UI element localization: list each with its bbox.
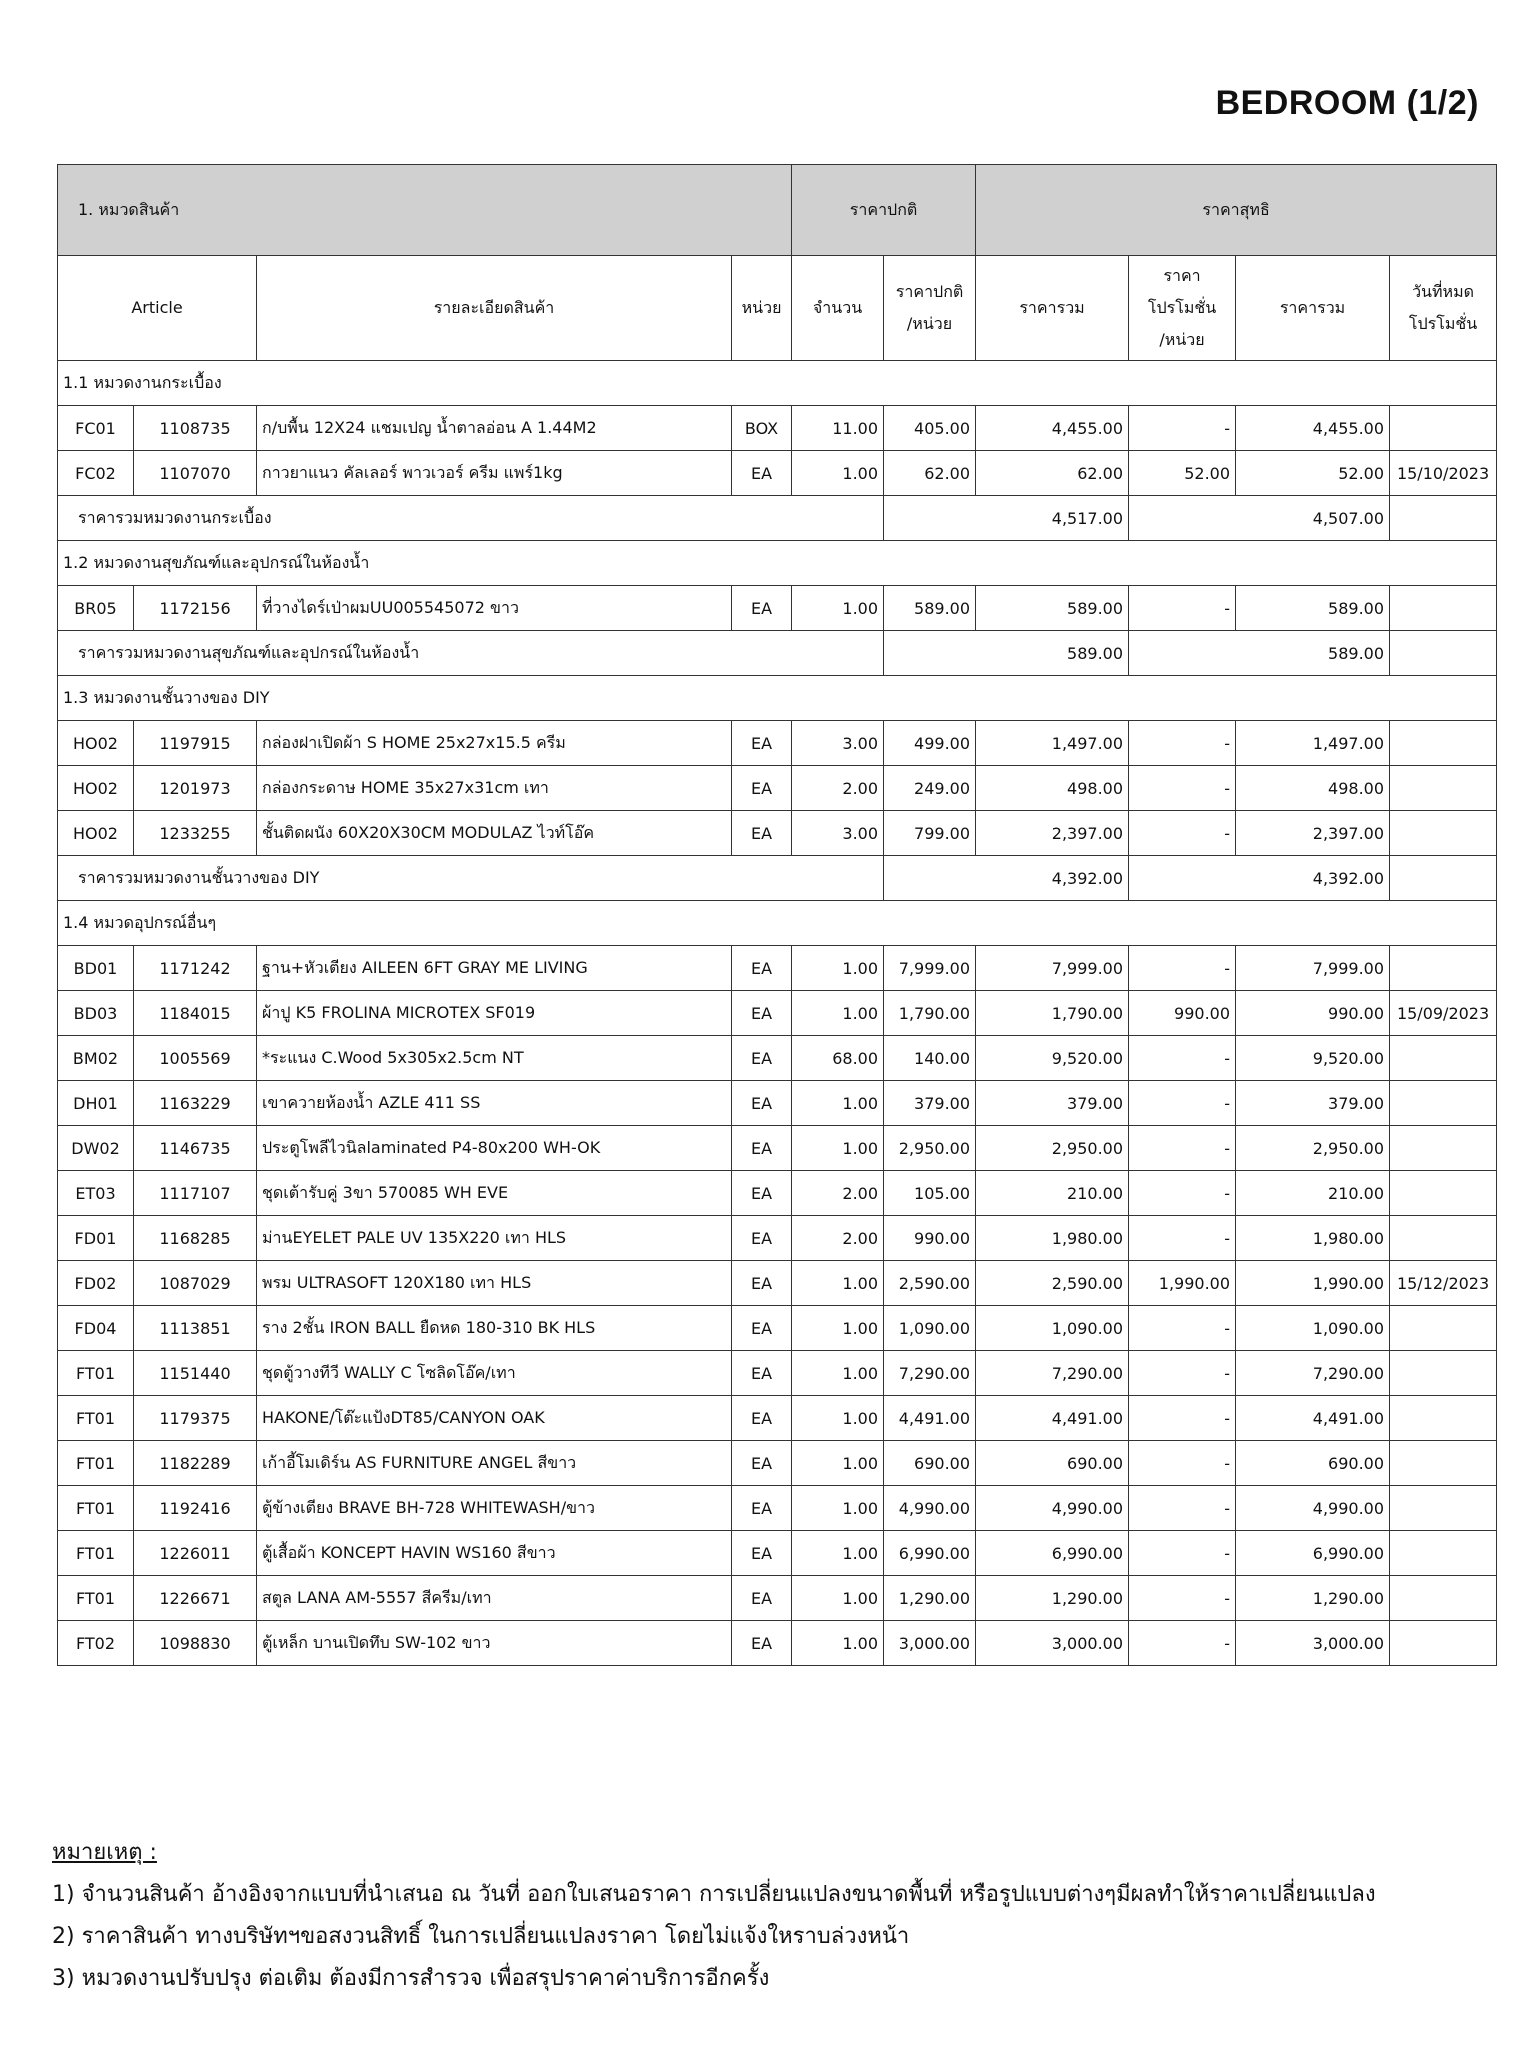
col-unit: หน่วย	[732, 256, 792, 361]
item-quantity: 1.00	[792, 1261, 884, 1306]
article-number: 1151440	[134, 1351, 257, 1396]
item-description: ฐาน+หัวเตียง AILEEN 6FT GRAY ME LIVING	[257, 946, 732, 991]
item-unit-price: 3,000.00	[884, 1621, 976, 1666]
table-row	[58, 946, 1497, 991]
table-row	[58, 451, 1497, 496]
article-number: 1192416	[134, 1486, 257, 1531]
item-net-total: 1,990.00	[1236, 1261, 1390, 1306]
item-promo-price: -	[1129, 1216, 1236, 1261]
table-row	[58, 1621, 1497, 1666]
section-title: 1.1 หมวดงานกระเบื้อง	[58, 361, 1497, 406]
item-unit: EA	[732, 1036, 792, 1081]
item-net-total: 210.00	[1236, 1171, 1390, 1216]
item-quantity: 2.00	[792, 766, 884, 811]
item-code: FC01	[58, 406, 134, 451]
item-quantity: 68.00	[792, 1036, 884, 1081]
item-promo-end-date: 15/09/2023	[1390, 991, 1497, 1036]
item-code: BM02	[58, 1036, 134, 1081]
item-unit-price: 2,950.00	[884, 1126, 976, 1171]
subtotal-normal: 589.00	[884, 631, 1129, 676]
item-code: FT01	[58, 1531, 134, 1576]
item-unit: EA	[732, 1396, 792, 1441]
subtotal-empty	[1390, 631, 1497, 676]
col-promo-price: ราคา โปรโมชั่น /หน่วย	[1129, 256, 1236, 361]
header-group-row	[58, 165, 1497, 256]
item-unit: EA	[732, 766, 792, 811]
subtotal-row	[58, 631, 1497, 676]
article-number: 1098830	[134, 1621, 257, 1666]
item-code: FT01	[58, 1441, 134, 1486]
item-unit-price: 4,990.00	[884, 1486, 976, 1531]
item-quantity: 1.00	[792, 1576, 884, 1621]
item-description: ม่านEYELET PALE UV 135X220 เทา HLS	[257, 1216, 732, 1261]
col-promo-end: วันที่หมด โปรโมชั่น	[1390, 256, 1497, 361]
item-unit: EA	[732, 1171, 792, 1216]
item-code: FT02	[58, 1621, 134, 1666]
item-quantity: 1.00	[792, 1126, 884, 1171]
item-total: 4,491.00	[976, 1396, 1129, 1441]
note-item: 3) หมวดงานปรับปรุง ต่อเติม ต้องมีการสำรวจ เพื่อสรุปราคาค่าบริการอีกครั้ง	[52, 1966, 770, 1991]
table-row	[58, 1036, 1497, 1081]
item-total: 2,590.00	[976, 1261, 1129, 1306]
item-promo-end-date	[1390, 1486, 1497, 1531]
item-unit-price: 7,290.00	[884, 1351, 976, 1396]
quotation-body	[58, 361, 1497, 1666]
article-number: 1113851	[134, 1306, 257, 1351]
item-unit-price: 6,990.00	[884, 1531, 976, 1576]
table-row	[58, 586, 1497, 631]
item-promo-price: -	[1129, 1621, 1236, 1666]
item-total: 62.00	[976, 451, 1129, 496]
item-code: BD01	[58, 946, 134, 991]
item-code: HO02	[58, 811, 134, 856]
item-description: ชุดเต้ารับคู่ 3ขา 570085 WH EVE	[257, 1171, 732, 1216]
item-unit-price: 249.00	[884, 766, 976, 811]
table-row	[58, 1351, 1497, 1396]
item-promo-end-date	[1390, 1306, 1497, 1351]
item-promo-price: -	[1129, 1306, 1236, 1351]
item-total: 1,290.00	[976, 1576, 1129, 1621]
section-title: 1.3 หมวดงานชั้นวางของ DIY	[58, 676, 1497, 721]
column-header-row	[58, 256, 1497, 361]
item-promo-end-date	[1390, 406, 1497, 451]
item-description: สตูล LANA AM-5557 สีครีม/เทา	[257, 1576, 732, 1621]
item-promo-end-date	[1390, 1531, 1497, 1576]
item-unit: EA	[732, 1441, 792, 1486]
item-quantity: 11.00	[792, 406, 884, 451]
item-net-total: 990.00	[1236, 991, 1390, 1036]
item-net-total: 690.00	[1236, 1441, 1390, 1486]
item-total: 1,090.00	[976, 1306, 1129, 1351]
item-net-total: 7,290.00	[1236, 1351, 1390, 1396]
table-row	[58, 1306, 1497, 1351]
article-number: 1146735	[134, 1126, 257, 1171]
item-total: 1,980.00	[976, 1216, 1129, 1261]
table-row	[58, 991, 1497, 1036]
item-promo-end-date	[1390, 1126, 1497, 1171]
item-promo-end-date	[1390, 811, 1497, 856]
article-number: 1197915	[134, 721, 257, 766]
item-promo-price: -	[1129, 1486, 1236, 1531]
note-item: 2) ราคาสินค้า ทางบริษัทฯขอสงวนสิทธิ์ ในการเปลี่ยนแปลงราคา โดยไม่แจ้งใหราบล่วงหน้า	[52, 1924, 910, 1949]
item-unit-price: 1,290.00	[884, 1576, 976, 1621]
table-row	[58, 1171, 1497, 1216]
item-unit-price: 690.00	[884, 1441, 976, 1486]
article-number: 1171242	[134, 946, 257, 991]
article-number: 1087029	[134, 1261, 257, 1306]
item-quantity: 1.00	[792, 1441, 884, 1486]
item-promo-price: -	[1129, 811, 1236, 856]
subtotal-net: 4,392.00	[1129, 856, 1390, 901]
item-description: ก/บพื้น 12X24 แชมเปญ น้ำตาลอ่อน A 1.44M2	[257, 406, 732, 451]
item-promo-end-date: 15/10/2023	[1390, 451, 1497, 496]
article-number: 1182289	[134, 1441, 257, 1486]
col-article: Article	[58, 256, 257, 361]
item-code: FD04	[58, 1306, 134, 1351]
item-description: เก้าอี้โมเดิร์น AS FURNITURE ANGEL สีขาว	[257, 1441, 732, 1486]
item-quantity: 1.00	[792, 946, 884, 991]
item-unit: EA	[732, 1126, 792, 1171]
item-code: HO02	[58, 766, 134, 811]
subtotal-label: ราคารวมหมวดงานสุขภัณฑ์และอุปกรณ์ในห้องน้ำ	[58, 631, 884, 676]
item-description: ประตูโพลีไวนิลlaminated P4-80x200 WH-OK	[257, 1126, 732, 1171]
item-promo-end-date	[1390, 1081, 1497, 1126]
table-row	[58, 1441, 1497, 1486]
table-row	[58, 1216, 1497, 1261]
col-qty: จำนวน	[792, 256, 884, 361]
subtotal-empty	[1390, 856, 1497, 901]
item-code: FT01	[58, 1576, 134, 1621]
item-unit: EA	[732, 811, 792, 856]
item-description: ผ้าปู K5 FROLINA MICROTEX SF019	[257, 991, 732, 1036]
item-promo-price: -	[1129, 1036, 1236, 1081]
item-net-total: 1,090.00	[1236, 1306, 1390, 1351]
article-number: 1108735	[134, 406, 257, 451]
table-row	[58, 766, 1497, 811]
item-description: ชั้นติดผนัง 60X20X30CM MODULAZ ไวท์โอ๊ค	[257, 811, 732, 856]
item-promo-price: -	[1129, 1081, 1236, 1126]
item-description: ราง 2ชั้น IRON BALL ยืดหด 180-310 BK HLS	[257, 1306, 732, 1351]
item-unit: EA	[732, 1216, 792, 1261]
item-description: ชุดตู้วางทีวี WALLY C โซลิดโอ๊ค/เทา	[257, 1351, 732, 1396]
item-unit: EA	[732, 1621, 792, 1666]
item-total: 1,497.00	[976, 721, 1129, 766]
item-unit: EA	[732, 1531, 792, 1576]
item-description: HAKONE/โต๊ะแป้งDT85/CANYON OAK	[257, 1396, 732, 1441]
item-promo-price: -	[1129, 586, 1236, 631]
item-promo-end-date	[1390, 1351, 1497, 1396]
item-quantity: 1.00	[792, 991, 884, 1036]
item-promo-end-date	[1390, 721, 1497, 766]
item-net-total: 1,290.00	[1236, 1576, 1390, 1621]
item-net-total: 7,999.00	[1236, 946, 1390, 991]
item-description: กล่องฝาเปิดผ้า S HOME 25x27x15.5 ครีม	[257, 721, 732, 766]
item-unit: EA	[732, 1486, 792, 1531]
item-unit-price: 140.00	[884, 1036, 976, 1081]
item-description: กล่องกระดาษ HOME 35x27x31cm เทา	[257, 766, 732, 811]
item-unit: EA	[732, 946, 792, 991]
item-promo-price: -	[1129, 1126, 1236, 1171]
item-code: HO02	[58, 721, 134, 766]
item-net-total: 4,990.00	[1236, 1486, 1390, 1531]
article-number: 1163229	[134, 1081, 257, 1126]
notes-title: หมายเหตุ :	[52, 1840, 157, 1865]
item-total: 210.00	[976, 1171, 1129, 1216]
item-code: FD01	[58, 1216, 134, 1261]
item-code: BD03	[58, 991, 134, 1036]
item-unit-price: 105.00	[884, 1171, 976, 1216]
item-unit-price: 1,790.00	[884, 991, 976, 1036]
item-description: ตู้เหล็ก บานเปิดทึบ SW-102 ขาว	[257, 1621, 732, 1666]
item-promo-end-date	[1390, 586, 1497, 631]
item-description: ตู้เสื้อผ้า KONCEPT HAVIN WS160 สีขาว	[257, 1531, 732, 1576]
item-unit: EA	[732, 1306, 792, 1351]
item-net-total: 1,497.00	[1236, 721, 1390, 766]
item-promo-end-date	[1390, 946, 1497, 991]
item-net-total: 4,491.00	[1236, 1396, 1390, 1441]
item-promo-end-date: 15/12/2023	[1390, 1261, 1497, 1306]
table-row	[58, 1576, 1497, 1621]
item-description: *ระแนง C.Wood 5x305x2.5cm NT	[257, 1036, 732, 1081]
item-quantity: 3.00	[792, 721, 884, 766]
table-row	[58, 811, 1497, 856]
item-promo-end-date	[1390, 1441, 1497, 1486]
item-promo-price: -	[1129, 766, 1236, 811]
subtotal-normal: 4,392.00	[884, 856, 1129, 901]
item-code: DH01	[58, 1081, 134, 1126]
section-title-row	[58, 901, 1497, 946]
item-description: กาวยาแนว คัลเลอร์ พาวเวอร์ ครีม แพร์1kg	[257, 451, 732, 496]
item-code: FC02	[58, 451, 134, 496]
article-number: 1201973	[134, 766, 257, 811]
table-row	[58, 1081, 1497, 1126]
item-total: 589.00	[976, 586, 1129, 631]
item-unit-price: 7,999.00	[884, 946, 976, 991]
item-unit-price: 990.00	[884, 1216, 976, 1261]
item-total: 7,290.00	[976, 1351, 1129, 1396]
article-number: 1117107	[134, 1171, 257, 1216]
item-quantity: 2.00	[792, 1216, 884, 1261]
item-promo-end-date	[1390, 1216, 1497, 1261]
item-net-total: 498.00	[1236, 766, 1390, 811]
subtotal-label: ราคารวมหมวดงานชั้นวางของ DIY	[58, 856, 884, 901]
item-net-total: 1,980.00	[1236, 1216, 1390, 1261]
article-number: 1226011	[134, 1531, 257, 1576]
item-promo-price: -	[1129, 406, 1236, 451]
item-quantity: 1.00	[792, 1486, 884, 1531]
subtotal-label: ราคารวมหมวดงานกระเบื้อง	[58, 496, 884, 541]
table-row	[58, 1486, 1497, 1531]
item-quantity: 2.00	[792, 1171, 884, 1216]
item-net-total: 9,520.00	[1236, 1036, 1390, 1081]
article-number: 1184015	[134, 991, 257, 1036]
item-total: 3,000.00	[976, 1621, 1129, 1666]
table-row	[58, 1396, 1497, 1441]
item-net-total: 52.00	[1236, 451, 1390, 496]
item-quantity: 1.00	[792, 1621, 884, 1666]
section-title-row	[58, 361, 1497, 406]
item-unit-price: 4,491.00	[884, 1396, 976, 1441]
item-quantity: 1.00	[792, 451, 884, 496]
net-price-group-header: ราคาสุทธิ	[976, 165, 1497, 256]
item-total: 2,397.00	[976, 811, 1129, 856]
item-total: 4,455.00	[976, 406, 1129, 451]
item-total: 498.00	[976, 766, 1129, 811]
item-promo-price: 990.00	[1129, 991, 1236, 1036]
item-promo-end-date	[1390, 1576, 1497, 1621]
item-net-total: 6,990.00	[1236, 1531, 1390, 1576]
item-net-total: 2,950.00	[1236, 1126, 1390, 1171]
table-row	[58, 1531, 1497, 1576]
article-number: 1179375	[134, 1396, 257, 1441]
item-total: 7,999.00	[976, 946, 1129, 991]
item-code: FT01	[58, 1396, 134, 1441]
item-promo-end-date	[1390, 1621, 1497, 1666]
item-unit-price: 379.00	[884, 1081, 976, 1126]
article-number: 1172156	[134, 586, 257, 631]
article-number: 1168285	[134, 1216, 257, 1261]
item-quantity: 1.00	[792, 1306, 884, 1351]
item-code: DW02	[58, 1126, 134, 1171]
section-title: 1.2 หมวดงานสุขภัณฑ์และอุปกรณ์ในห้องน้ำ	[58, 541, 1497, 586]
item-promo-end-date	[1390, 1396, 1497, 1441]
col-total: ราคารวม	[976, 256, 1129, 361]
subtotal-row	[58, 496, 1497, 541]
item-promo-price: -	[1129, 1441, 1236, 1486]
subtotal-row	[58, 856, 1497, 901]
article-number: 1107070	[134, 451, 257, 496]
section-title: 1.4 หมวดอุปกรณ์อื่นๆ	[58, 901, 1497, 946]
item-unit: BOX	[732, 406, 792, 451]
item-promo-price: -	[1129, 1396, 1236, 1441]
item-total: 2,950.00	[976, 1126, 1129, 1171]
item-description: พรม ULTRASOFT 120X180 เทา HLS	[257, 1261, 732, 1306]
notes	[52, 1832, 1492, 2000]
col-price-unit: ราคาปกติ /หน่วย	[884, 256, 976, 361]
item-description: ที่วางไดร์เป่าผมUU005545072 ขาว	[257, 586, 732, 631]
item-promo-price: -	[1129, 721, 1236, 766]
item-promo-price: 1,990.00	[1129, 1261, 1236, 1306]
item-promo-price: -	[1129, 1171, 1236, 1216]
item-unit-price: 499.00	[884, 721, 976, 766]
item-quantity: 1.00	[792, 1081, 884, 1126]
item-code: ET03	[58, 1171, 134, 1216]
item-description: เขาควายห้องน้ำ AZLE 411 SS	[257, 1081, 732, 1126]
item-promo-price: -	[1129, 1576, 1236, 1621]
item-quantity: 1.00	[792, 1531, 884, 1576]
item-unit: EA	[732, 991, 792, 1036]
item-quantity: 1.00	[792, 1396, 884, 1441]
item-unit-price: 62.00	[884, 451, 976, 496]
item-quantity: 1.00	[792, 586, 884, 631]
item-promo-price: -	[1129, 1531, 1236, 1576]
subtotal-empty	[1390, 496, 1497, 541]
item-total: 690.00	[976, 1441, 1129, 1486]
item-unit-price: 1,090.00	[884, 1306, 976, 1351]
item-promo-end-date	[1390, 1171, 1497, 1216]
item-promo-price: -	[1129, 946, 1236, 991]
item-quantity: 3.00	[792, 811, 884, 856]
item-total: 9,520.00	[976, 1036, 1129, 1081]
item-promo-price: 52.00	[1129, 451, 1236, 496]
table-row	[58, 721, 1497, 766]
item-quantity: 1.00	[792, 1351, 884, 1396]
article-number: 1233255	[134, 811, 257, 856]
item-total: 379.00	[976, 1081, 1129, 1126]
table-row	[58, 1126, 1497, 1171]
item-net-total: 589.00	[1236, 586, 1390, 631]
item-total: 4,990.00	[976, 1486, 1129, 1531]
item-unit: EA	[732, 586, 792, 631]
subtotal-normal: 4,517.00	[884, 496, 1129, 541]
section-title-row	[58, 676, 1497, 721]
item-unit-price: 799.00	[884, 811, 976, 856]
table-row	[58, 1261, 1497, 1306]
item-net-total: 4,455.00	[1236, 406, 1390, 451]
item-total: 1,790.00	[976, 991, 1129, 1036]
item-unit: EA	[732, 1261, 792, 1306]
subtotal-net: 589.00	[1129, 631, 1390, 676]
item-unit-price: 589.00	[884, 586, 976, 631]
section-title-row	[58, 541, 1497, 586]
item-code: FT01	[58, 1486, 134, 1531]
item-code: FD02	[58, 1261, 134, 1306]
table-row	[58, 406, 1497, 451]
item-unit-price: 405.00	[884, 406, 976, 451]
item-net-total: 379.00	[1236, 1081, 1390, 1126]
note-item: 1) จำนวนสินค้า อ้างอิงจากแบบที่นำเสนอ ณ วันที่ ออกใบเสนอราคา การเปลี่ยนแปลงขนาดพื้นที่ หรือรูปแบบต่างๆมีผลทำให้ราคาเปลี่ยนแปลง	[52, 1882, 1376, 1907]
item-unit: EA	[732, 1576, 792, 1621]
item-code: FT01	[58, 1351, 134, 1396]
item-promo-price: -	[1129, 1351, 1236, 1396]
item-code: BR05	[58, 586, 134, 631]
col-net-total: ราคารวม	[1236, 256, 1390, 361]
item-unit-price: 2,590.00	[884, 1261, 976, 1306]
col-desc: รายละเอียดสินค้า	[257, 256, 732, 361]
quotation-table	[57, 164, 1497, 1666]
item-unit: EA	[732, 721, 792, 766]
item-unit: EA	[732, 1081, 792, 1126]
item-net-total: 3,000.00	[1236, 1621, 1390, 1666]
item-unit: EA	[732, 451, 792, 496]
item-promo-end-date	[1390, 1036, 1497, 1081]
item-unit: EA	[732, 1351, 792, 1396]
category-header: 1. หมวดสินค้า	[58, 165, 792, 256]
item-total: 6,990.00	[976, 1531, 1129, 1576]
item-description: ตู้ข้างเตียง BRAVE BH-728 WHITEWASH/ขาว	[257, 1486, 732, 1531]
page-title: BEDROOM (1/2)	[1215, 84, 1479, 122]
normal-price-group-header: ราคาปกติ	[792, 165, 976, 256]
item-net-total: 2,397.00	[1236, 811, 1390, 856]
item-promo-end-date	[1390, 766, 1497, 811]
article-number: 1005569	[134, 1036, 257, 1081]
article-number: 1226671	[134, 1576, 257, 1621]
subtotal-net: 4,507.00	[1129, 496, 1390, 541]
